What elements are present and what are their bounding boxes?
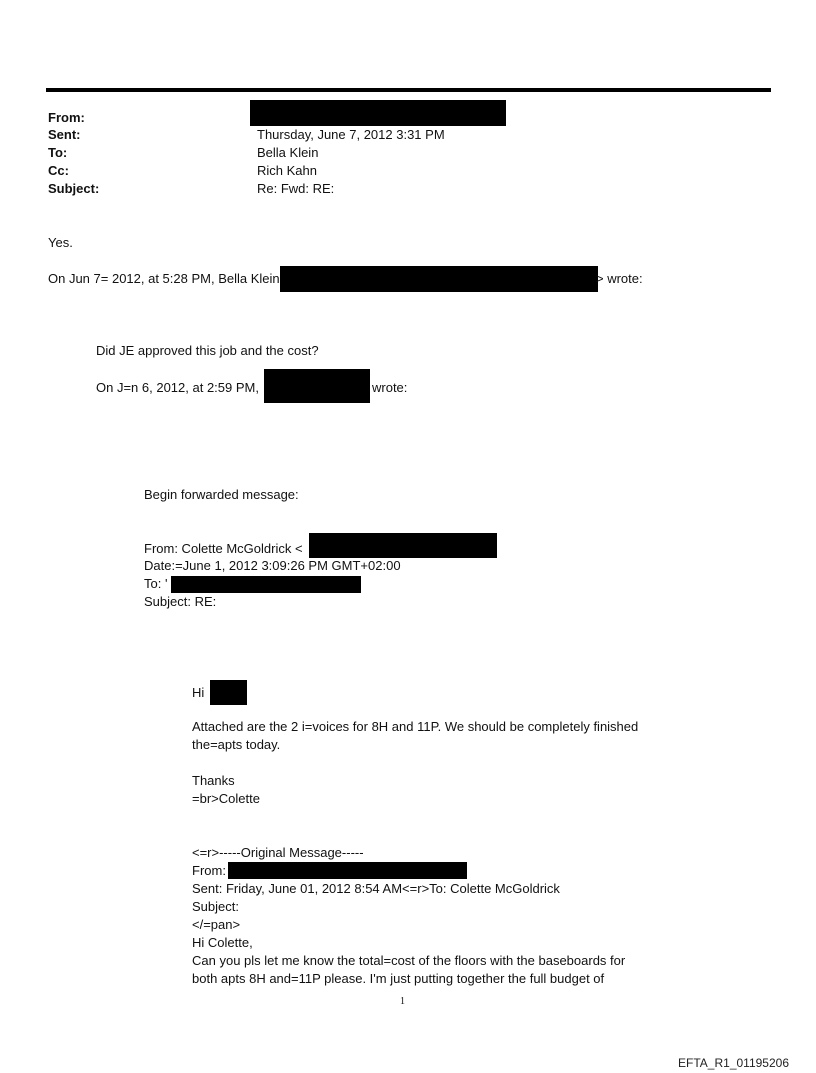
signoff-text: =br>Colette: [192, 791, 260, 806]
orig-line-1: Can you pls let me know the total=cost of the floors with the baseboards for: [192, 953, 626, 968]
fwd-subject: Subject: RE:: [144, 594, 217, 609]
redaction-quote1-email: [280, 266, 598, 292]
to-value: Bella Klein: [257, 145, 319, 160]
redaction-hi-name: [210, 680, 247, 705]
sent-label: Sent:: [48, 127, 81, 142]
redaction-quote2-sender: [264, 369, 370, 403]
greeting-hi: Hi: [192, 685, 205, 700]
sent-value: Thursday, June 7, 2012 3:31 PM: [257, 127, 445, 142]
fwd-date: Date:=June 1, 2012 3:09:26 PM GMT+02:00: [144, 558, 401, 573]
q1-text: Did JE approved this job and the cost?: [96, 343, 319, 358]
orig-sent: Sent: Friday, June 01, 2012 8:54 AM<=r>To: Colette McGoldrick: [192, 881, 560, 896]
fwd-from: From: Colette McGoldrick <: [144, 541, 303, 556]
quote1-suffix: > wrote:: [596, 271, 643, 286]
redaction-fwd-to: [171, 576, 361, 593]
page-number: 1: [400, 996, 405, 1007]
header-rule: [46, 88, 771, 92]
quote1-prefix: On Jun 7= 2012, at 5:28 PM, Bella Klein: [48, 271, 280, 286]
orig-line-2: both apts 8H and=11P please. I'm just putting together the full budget of: [192, 971, 605, 986]
orig-greeting: Hi Colette,: [192, 935, 253, 950]
forward-intro: Begin forwarded message:: [144, 487, 299, 502]
orig-subject: Subject:: [192, 899, 239, 914]
subject-value: Re: Fwd: RE:: [257, 181, 335, 196]
redaction-fwd-from: [309, 533, 497, 558]
subject-label: Subject:: [48, 181, 100, 196]
quote2-suffix: wrote:: [372, 380, 408, 395]
orig-from: From:: [192, 863, 226, 878]
thanks-text: Thanks: [192, 773, 235, 788]
redaction-orig-from: [228, 862, 467, 879]
attached-line-1: Attached are the 2 i=voices for 8H and 11P. We should be completely finished: [192, 719, 639, 734]
cc-value: Rich Kahn: [257, 163, 317, 178]
fwd-to: To: ': [144, 576, 168, 591]
orig-pan: </=pan>: [192, 917, 241, 932]
to-label: To:: [48, 145, 68, 160]
original-message-marker: <=r>-----Original Message-----: [192, 845, 364, 860]
from-label: From:: [48, 110, 85, 125]
document-id: EFTA_R1_01195206: [678, 1056, 789, 1070]
reply-text: Yes.: [48, 235, 73, 250]
cc-label: Cc:: [48, 163, 69, 178]
quote2-prefix: On J=n 6, 2012, at 2:59 PM,: [96, 380, 259, 395]
redaction-from: [250, 100, 506, 126]
attached-line-2: the=apts today.: [192, 737, 281, 752]
